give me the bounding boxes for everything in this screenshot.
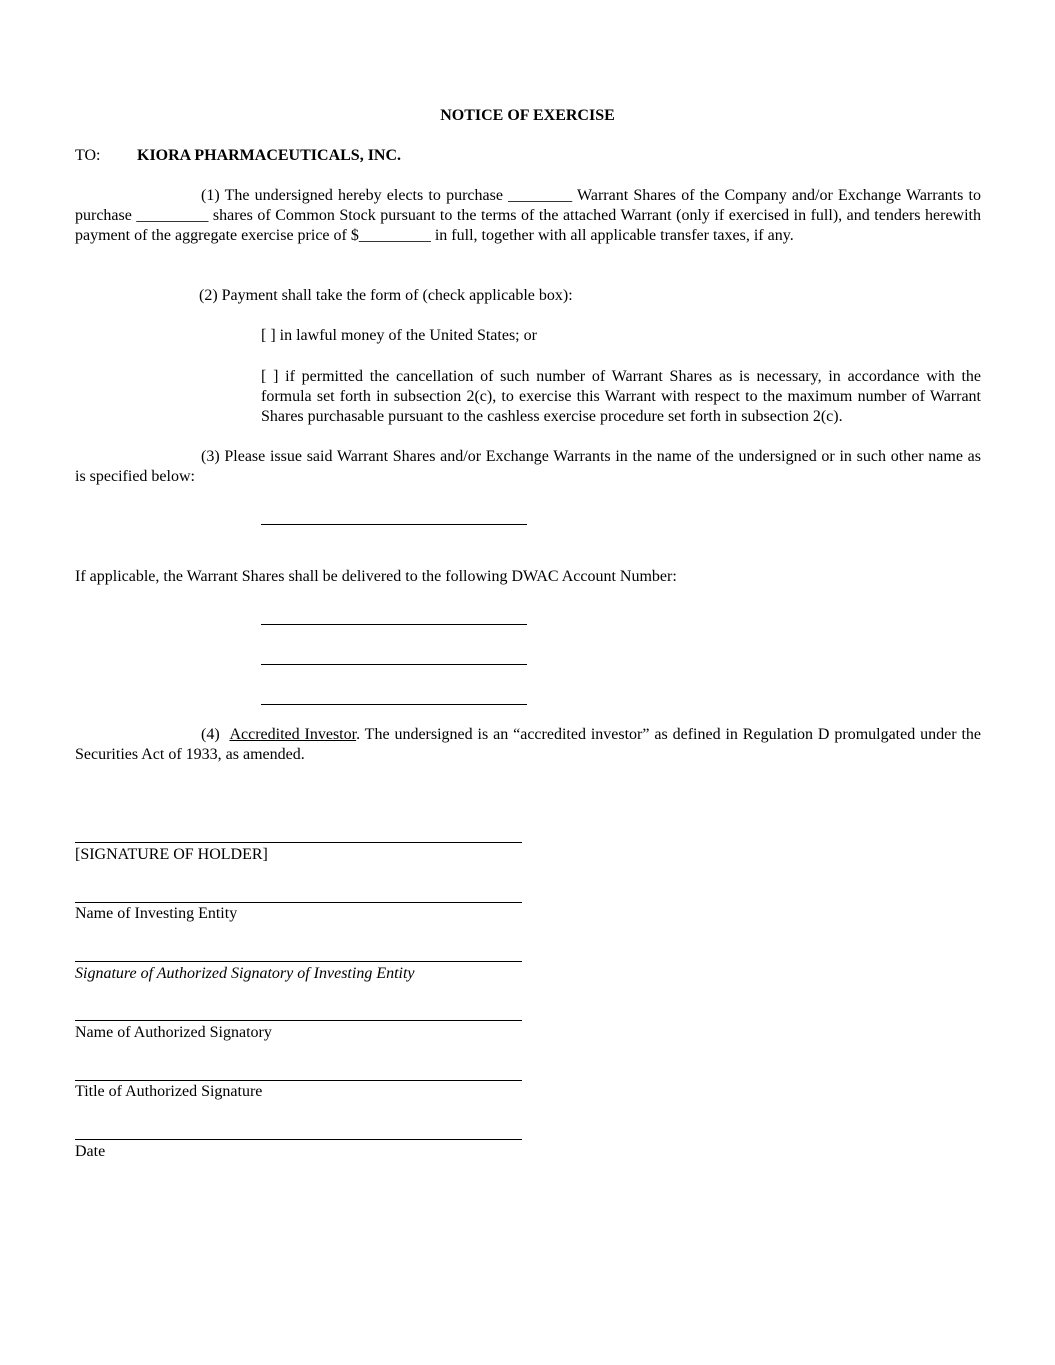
- payment-option-cashless[interactable]: [ ] if permitted the cancellation of such number of Warrant Shares as is necessary, in accordance with the formula set forth in subsection 2(c), to exercise this Warrant with respect to the maximum number of Warrant Shares purchasable pursuant to the cashless exercise procedure set forth in subsection 2(c).: [261, 368, 981, 425]
- signatory-title-line[interactable]: [75, 1080, 522, 1081]
- paragraph-4-number: (4): [201, 726, 220, 743]
- holder-signature-label: [SIGNATURE OF HOLDER]: [75, 846, 268, 863]
- company-name: KIORA PHARMACEUTICALS, INC.: [137, 147, 402, 164]
- paragraph-2: (2) Payment shall take the form of (check applicable box):: [199, 287, 573, 304]
- dwac-line-1[interactable]: [261, 624, 527, 625]
- document-title: NOTICE OF EXERCISE: [440, 107, 615, 124]
- paragraph-1: [75, 186, 981, 246]
- signatory-name-label: Name of Authorized Signatory: [75, 1024, 272, 1041]
- accredited-investor-heading: Accredited Investor: [229, 726, 357, 743]
- paragraph-4-text: . The undersigned is an “accredited investor” as defined in Regulation D promulgated under the Securities Act of 1933, as amended.: [75, 726, 981, 763]
- dwac-line-2[interactable]: [261, 664, 527, 665]
- holder-signature-line[interactable]: [75, 842, 522, 843]
- signatory-title-label: Title of Authorized Signature: [75, 1083, 263, 1100]
- paragraph-1-text: (1) The undersigned hereby elects to purchase ________ Warrant Shares of the Company and/or Exchange Warrants to purchase _________ shares of Common Stock pursuant to the terms of the attached Warrant (only if exercised in full), and tenders herewith payment of the aggregate exercise price of $_________ in full, together with all applicable transfer taxes, if any.: [75, 187, 981, 244]
- name-blank-line[interactable]: [261, 524, 527, 525]
- date-line[interactable]: [75, 1139, 522, 1140]
- paragraph-3: [75, 447, 981, 487]
- authorized-signature-line[interactable]: [75, 961, 522, 962]
- dwac-instruction: If applicable, the Warrant Shares shall be delivered to the following DWAC Account Number:: [75, 568, 677, 585]
- date-label: Date: [75, 1143, 106, 1160]
- entity-name-label: Name of Investing Entity: [75, 905, 238, 922]
- dwac-line-3[interactable]: [261, 704, 527, 705]
- paragraph-4: [75, 725, 981, 765]
- payment-option-cash[interactable]: [ ] in lawful money of the United States; or: [261, 327, 537, 344]
- entity-name-line[interactable]: [75, 902, 522, 903]
- signatory-name-line[interactable]: [75, 1020, 522, 1021]
- to-label: TO:: [75, 147, 101, 164]
- authorized-signature-label: Signature of Authorized Signatory of Investing Entity: [75, 965, 415, 982]
- paragraph-3-text: (3) Please issue said Warrant Shares and/or Exchange Warrants in the name of the undersigned or in such other name as is specified below:: [75, 448, 981, 485]
